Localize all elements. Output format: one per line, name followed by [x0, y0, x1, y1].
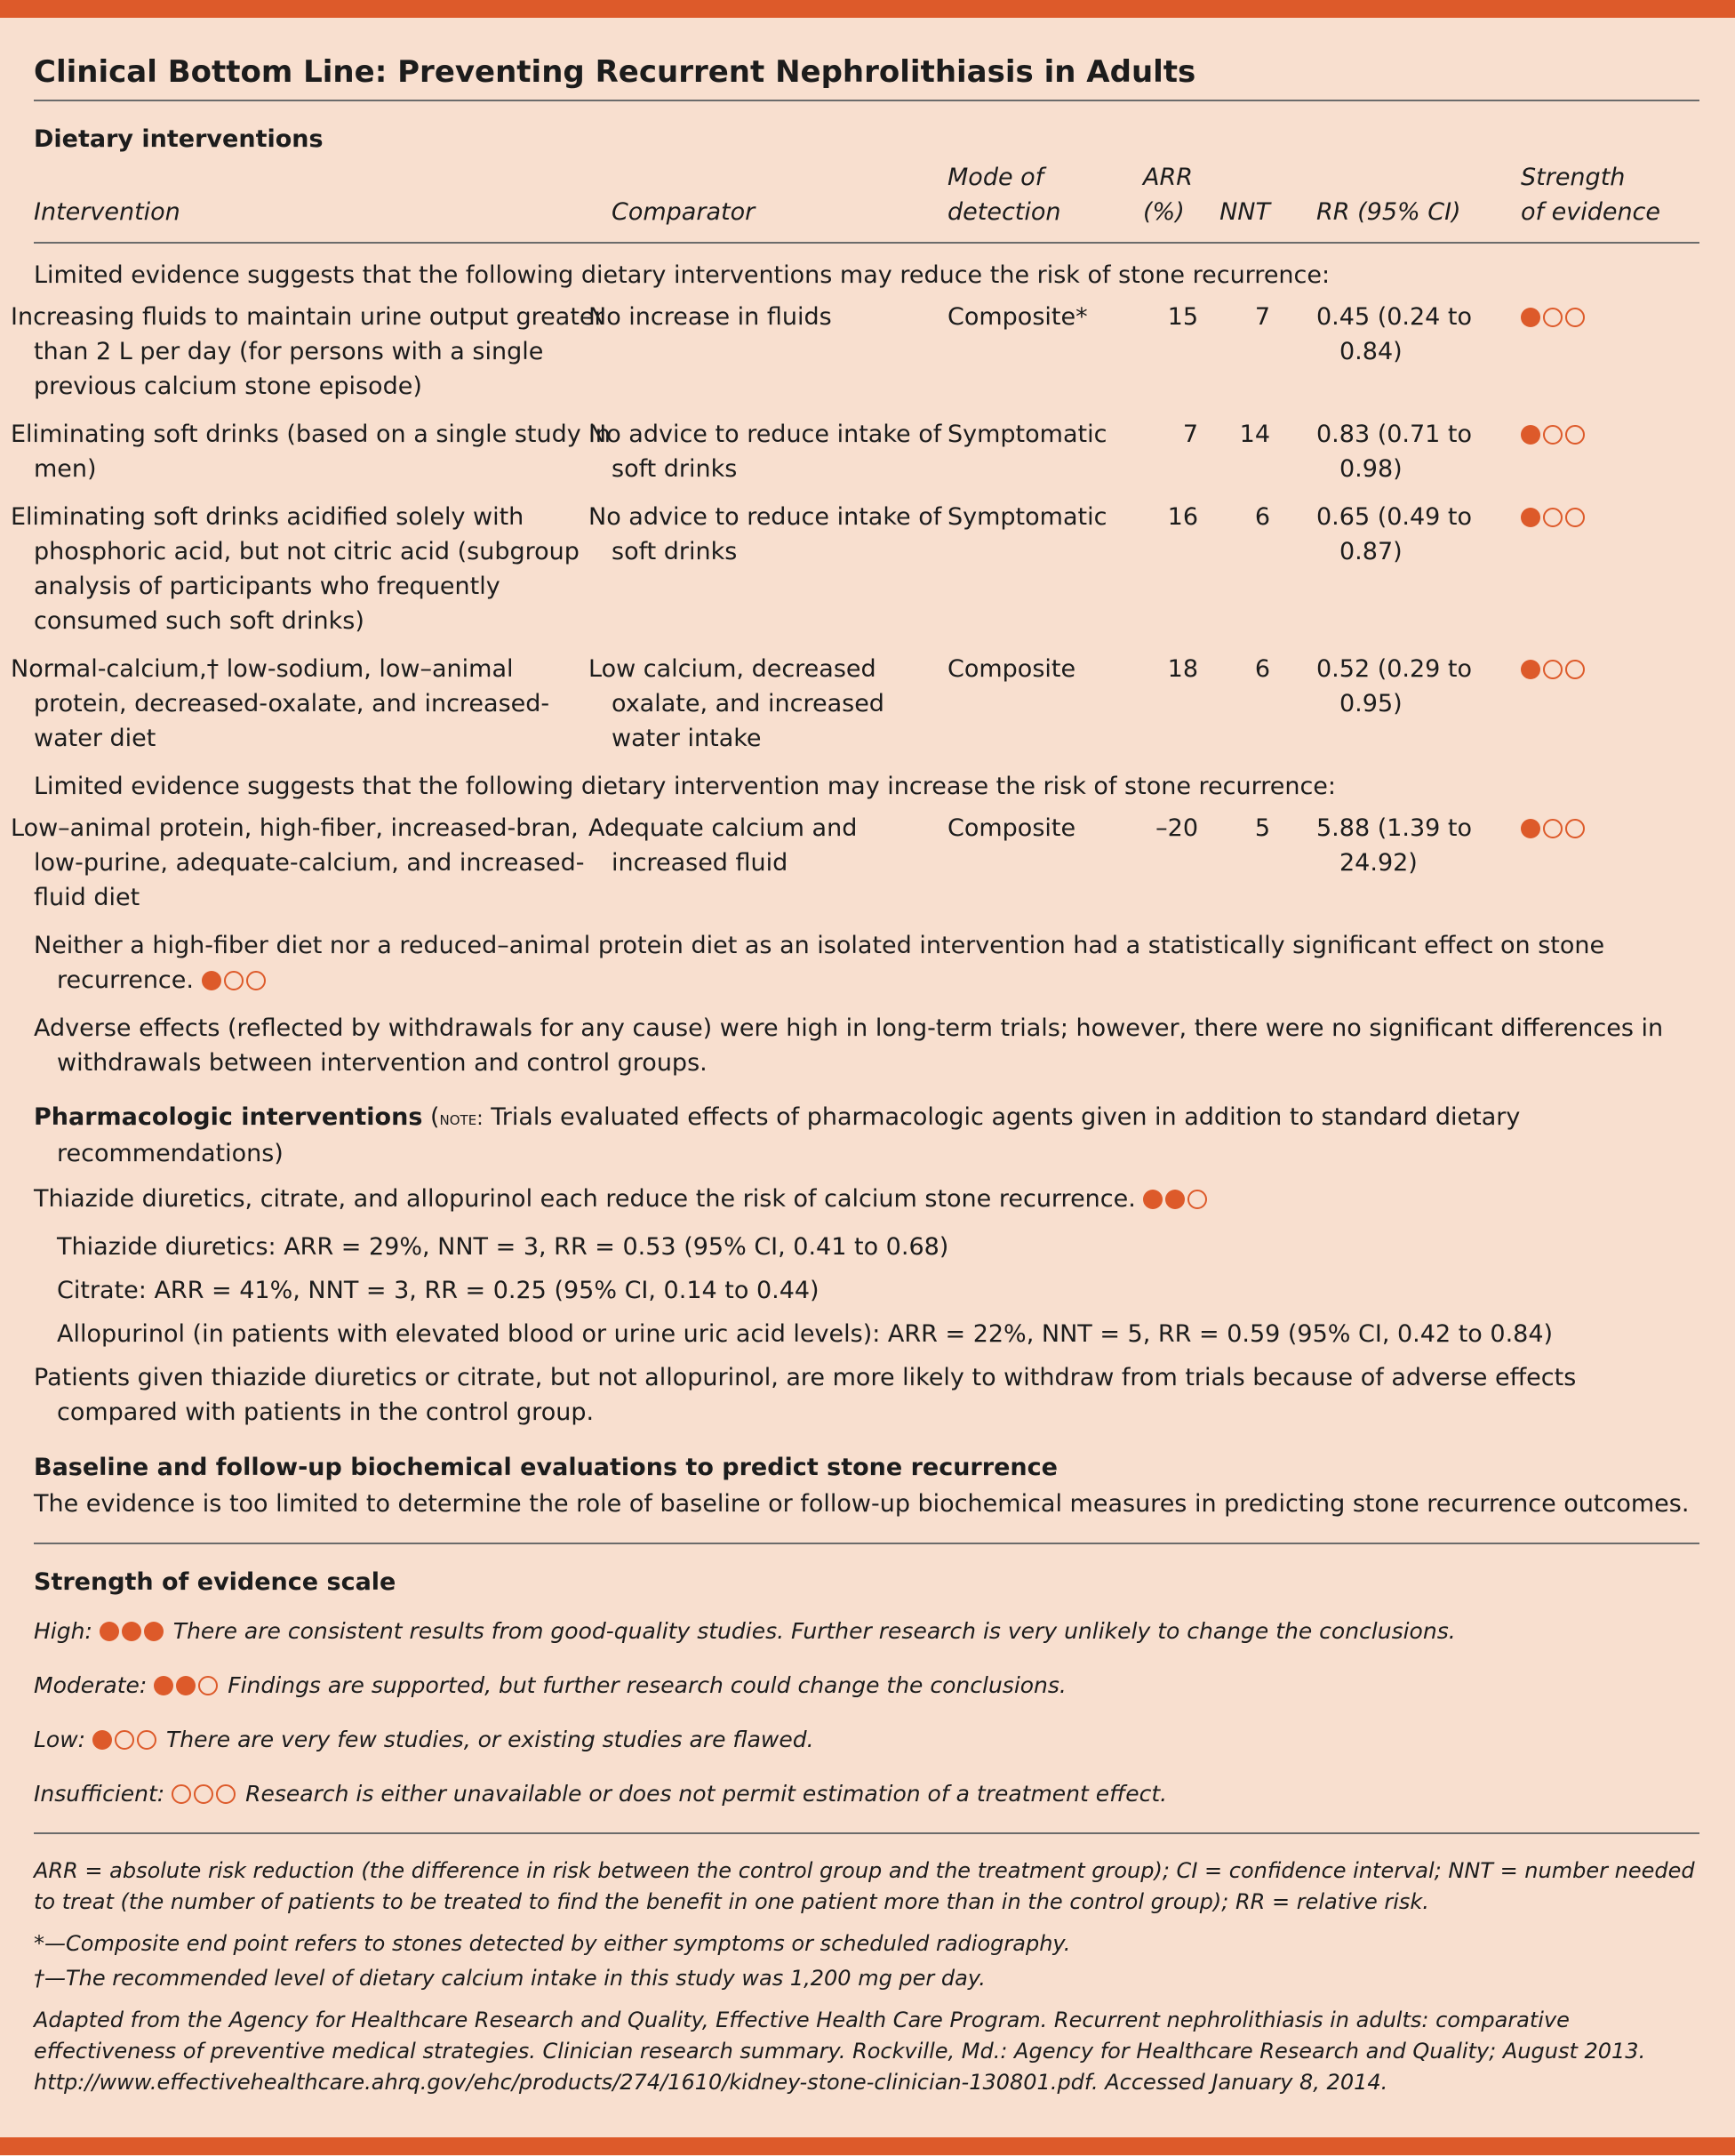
table-header-row	[34, 160, 1699, 243]
intervention-cell: Eliminating soft drinks acidified solely with phosphoric acid, but not citric acid (subgroup analysis of participants who frequently consumed such soft drinks)	[11, 503, 580, 635]
strength-cell	[1480, 300, 1699, 417]
fiber-paragraph: Neither a high-fiber diet nor a reduced–animal protein diet as an isolated intervention had a statistically significant effect on stone recurrence.	[34, 928, 1699, 1000]
nnt-cell: 14	[1239, 421, 1270, 448]
group1-note: Limited evidence suggests that the following dietary interventions may reduce the risk of stone recurrence:	[34, 261, 1331, 289]
scale-item	[34, 1670, 1699, 1704]
allopurinol-line: Allopurinol (in patients with elevated blood or urine uric acid levels): ARR = 22%, NNT = 5, RR = 0.59 (95% CI, 0.42 to 0.84)	[57, 1320, 1554, 1348]
rr-cell: 0.83 (0.71 to 0.98)	[1316, 421, 1473, 483]
filled-circle-icon	[1143, 1190, 1163, 1209]
scale-heading: Strength of evidence scale	[34, 1568, 396, 1596]
comparator-cell: No advice to reduce intake of soft drinks	[588, 503, 942, 565]
filled-circle-icon	[1521, 508, 1540, 527]
filled-circle-icon	[1521, 660, 1540, 679]
rr-cell: 0.45 (0.24 to 0.84)	[1316, 303, 1473, 365]
divider	[34, 1832, 1699, 1834]
footnotes	[34, 1855, 1699, 2098]
scale-text: Findings are supported, but further research could change the conclusions.	[228, 1672, 1067, 1698]
table-row	[34, 300, 1699, 417]
empty-circle-icon	[1543, 308, 1563, 327]
table-row	[34, 652, 1699, 769]
mode-cell: Symptomatic	[947, 503, 1107, 531]
col-intervention: Intervention	[34, 198, 180, 226]
strength-dots	[172, 1781, 238, 1813]
col-nnt: NNT	[1219, 198, 1270, 226]
abbreviations: ARR = absolute risk reduction (the difference in risk between the control group and the treatment group); CI = confidence interval; NNT = number needed to treat (the number of patients to be treated to find the benefit in one patient more than in the control group); RR = relative risk.	[34, 1858, 1695, 1914]
empty-circle-icon	[194, 1784, 213, 1804]
intervention-cell: Eliminating soft drinks (based on a single study in men)	[11, 421, 611, 483]
arr-cell: 18	[1167, 655, 1198, 683]
empty-circle-icon	[1565, 308, 1585, 327]
scale-text: There are very few studies, or existing studies are flawed.	[166, 1727, 814, 1752]
baseline-text: The evidence is too limited to determine the role of baseline or follow-up biochemical measures in predicting stone recurrence outcomes.	[34, 1490, 1690, 1518]
empty-circle-icon	[246, 971, 266, 990]
adverse-paragraph: Adverse effects (reflected by withdrawals for any cause) were high in long-term trials; however, there were no significant differences in withdrawals between intervention and control groups.	[34, 1014, 1664, 1077]
group-note-row	[34, 243, 1699, 300]
nnt-cell: 6	[1254, 503, 1270, 531]
empty-circle-icon	[1565, 819, 1585, 838]
filled-circle-icon	[1521, 308, 1540, 327]
strength-dots	[1521, 654, 1587, 689]
pharmacologic-main: Thiazide diuretics, citrate, and allopurinol each reduce the risk of calcium stone recurrence.	[34, 1182, 1699, 1219]
strength-dots	[92, 1727, 159, 1759]
filled-circle-icon	[1521, 819, 1540, 838]
strength-cell	[1480, 811, 1699, 928]
empty-circle-icon	[216, 1784, 236, 1804]
nnt-cell: 6	[1254, 655, 1270, 683]
rr-cell: 5.88 (1.39 to 24.92)	[1316, 814, 1473, 877]
empty-circle-icon	[1565, 425, 1585, 445]
comparator-cell: Adequate calcium and increased fluid	[588, 814, 858, 877]
empty-circle-icon	[1543, 660, 1563, 679]
comparator-cell: No advice to reduce intake of soft drinks	[588, 421, 942, 483]
filled-circle-icon	[176, 1676, 196, 1695]
table-row	[34, 500, 1699, 652]
bottom-accent-bar	[0, 2137, 1735, 2155]
strength-dots	[1143, 1184, 1210, 1219]
withdraw-paragraph: Patients given thiazide diuretics or citrate, but not allopurinol, are more likely to withdraw from trials because of adverse effects compared with patients in the control group.	[34, 1364, 1577, 1426]
nnt-cell: 5	[1254, 814, 1270, 842]
scale-label: Low:	[34, 1727, 86, 1752]
col-arr: ARR (%)	[1143, 164, 1193, 226]
strength-cell	[1480, 417, 1699, 500]
scale-item	[34, 1778, 1699, 1813]
empty-circle-icon	[198, 1676, 218, 1695]
rr-cell: 0.65 (0.49 to 0.87)	[1316, 503, 1473, 565]
intervention-cell: Low–animal protein, high-fiber, increased-bran, low-purine, adequate-calcium, and increased-fluid diet	[11, 814, 585, 911]
strength-dots	[154, 1672, 220, 1704]
col-comparator: Comparator	[612, 198, 756, 226]
nnt-cell: 7	[1254, 303, 1270, 331]
scale-item	[34, 1724, 1699, 1759]
clinical-bottom-line-box	[11, 18, 1699, 2109]
mode-cell: Composite*	[947, 303, 1088, 331]
divider	[34, 100, 1699, 101]
baseline-heading: Baseline and follow-up biochemical evaluations to predict stone recurrence	[34, 1454, 1058, 1481]
arr-cell: 15	[1167, 303, 1198, 331]
arr-cell: 16	[1167, 503, 1198, 531]
strength-cell	[1480, 652, 1699, 769]
thiazide-line: Thiazide diuretics: ARR = 29%, NNT = 3, RR = 0.53 (95% CI, 0.41 to 0.68)	[57, 1233, 949, 1261]
pharmacologic-heading-line: Pharmacologic interventions (note: Trials evaluated effects of pharmacologic agents given in addition to standard dietary recommendations)	[34, 1103, 1521, 1167]
strength-dots	[202, 966, 268, 1000]
mode-cell: Symptomatic	[947, 421, 1107, 448]
strength-cell	[1480, 500, 1699, 652]
empty-circle-icon	[1543, 508, 1563, 527]
scale-label: Insufficient:	[34, 1781, 165, 1807]
filled-circle-icon	[144, 1622, 164, 1641]
divider	[34, 1543, 1699, 1544]
col-mode: Mode of detection	[947, 164, 1061, 226]
table-row	[34, 417, 1699, 500]
filled-circle-icon	[154, 1676, 173, 1695]
intervention-cell: Increasing fluids to maintain urine output greater than 2 L per day (for persons with a single previous calcium stone episode)	[11, 303, 604, 400]
col-strength: Strength of evidence	[1521, 164, 1661, 226]
mode-cell: Composite	[947, 814, 1076, 842]
filled-circle-icon	[1521, 425, 1540, 445]
mode-cell: Composite	[947, 655, 1076, 683]
filled-circle-icon	[100, 1622, 119, 1641]
comparator-cell: Low calcium, decreased oxalate, and increased water intake	[588, 655, 884, 752]
footnote-asterisk: *—Composite end point refers to stones detected by either symptoms or scheduled radiography.	[34, 1931, 1071, 1956]
empty-circle-icon	[172, 1784, 191, 1804]
pharmacologic-heading: Pharmacologic interventions	[34, 1103, 423, 1131]
strength-scale	[34, 1615, 1699, 1813]
strength-dots	[100, 1618, 166, 1650]
intervention-cell: Normal-calcium,† low-sodium, low–animal protein, decreased-oxalate, and increased-water diet	[11, 655, 550, 752]
filled-circle-icon	[202, 971, 221, 990]
filled-circle-icon	[122, 1622, 141, 1641]
scale-label: Moderate:	[34, 1672, 148, 1698]
empty-circle-icon	[115, 1730, 134, 1750]
strength-dots	[1521, 302, 1587, 337]
strength-dots	[1521, 814, 1587, 848]
scale-item	[34, 1615, 1699, 1650]
citrate-line: Citrate: ARR = 41%, NNT = 3, RR = 0.25 (95% CI, 0.14 to 0.44)	[57, 1277, 820, 1304]
empty-circle-icon	[1543, 425, 1563, 445]
source-citation: Adapted from the Agency for Healthcare Research and Quality, Effective Health Care Program. Recurrent nephrolithiasis in adults: comparative effectiveness of preventive medical strategies. Clinician research summary. Rockville, Md.: Agency for Healthcare Research and Quality; August 2013. http://www.effectivehealthcare.ahrq.gov/ehc/products/274/1610/kidney-stone-clinician-130801.pdf. Accessed January 8, 2014.	[34, 2008, 1646, 2095]
col-rr: RR (95% CI)	[1316, 198, 1461, 226]
empty-circle-icon	[224, 971, 244, 990]
empty-circle-icon	[1187, 1190, 1207, 1209]
group-note-row	[34, 769, 1699, 811]
note-label: note:	[439, 1108, 484, 1130]
comparator-cell: No increase in fluids	[588, 303, 832, 331]
strength-dots	[1521, 420, 1587, 454]
arr-cell: –20	[1155, 814, 1198, 842]
arr-cell: 7	[1182, 421, 1198, 448]
scale-text: Research is either unavailable or does not permit estimation of a treatment effect.	[245, 1781, 1168, 1807]
dietary-table	[11, 160, 1699, 928]
filled-circle-icon	[92, 1730, 112, 1750]
strength-dots	[1521, 502, 1587, 537]
empty-circle-icon	[1565, 508, 1585, 527]
rr-cell: 0.52 (0.29 to 0.95)	[1316, 655, 1473, 717]
scale-label: High:	[34, 1618, 92, 1644]
dietary-heading: Dietary interventions	[34, 125, 324, 153]
table-row	[34, 811, 1699, 928]
group2-note: Limited evidence suggests that the following dietary intervention may increase the risk of stone recurrence:	[34, 773, 1337, 800]
empty-circle-icon	[137, 1730, 156, 1750]
footnote-dagger: †—The recommended level of dietary calcium intake in this study was 1,200 mg per day.	[34, 1966, 986, 1991]
empty-circle-icon	[1565, 660, 1585, 679]
scale-text: There are consistent results from good-quality studies. Further research is very unlikely to change the conclusions.	[172, 1618, 1456, 1644]
page-title: Clinical Bottom Line: Preventing Recurrent Nephrolithiasis in Adults	[34, 54, 1196, 90]
empty-circle-icon	[1543, 819, 1563, 838]
filled-circle-icon	[1165, 1190, 1185, 1209]
top-accent-bar	[0, 0, 1735, 18]
